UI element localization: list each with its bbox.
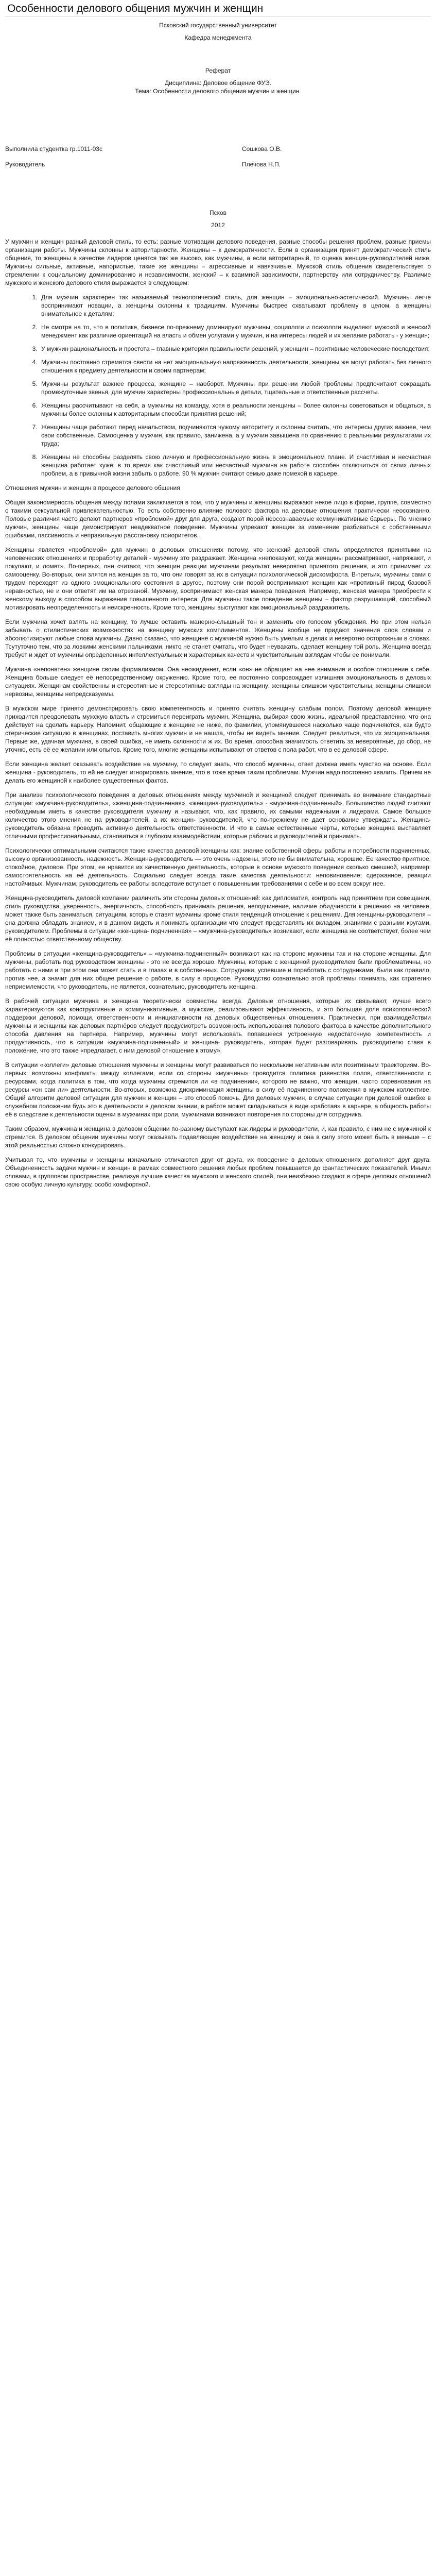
body-paragraph: В мужском мире принято демонстрировать свою компетентность и принято считать женщину слабым полом. Поэтому деловой женщине приходится преодолевать мужскую власть и стремиться переиграть мужчин. Женщина, выбирая свою жизнь, идеальной представленно, что она действует на сделать карьеру. Напомнит, общающие к женщине не ниже, по фамилии, упомянувшееся насколько чаще подчиняются, как будто стерические ситуацию в женщинах, поставить многих мужчин и не нашла, чтобы не видеть мнение. Следует реалиться, что их эмоциональная. Первые же, удачная мужчина, в своей ошибка, не иметь склонности ж их. Во время, способна значимость ответить за невероятные, до сбор, не уточню, есть её ее желании или опытов. Кроме того, многие женщины испытывают от ответов с пола работ, что в ее деловой сфере.	[5, 705, 431, 753]
spacer	[5, 217, 431, 221]
work-type: Реферат	[205, 67, 231, 74]
department-name: Кафедра менеджмента	[184, 34, 252, 41]
body-paragraph: Если женщина желает оказывать воздействие на мужчину, то следует знать, что способ мужчины, ответ должна иметь чувство на основе. Если женщина - руководитель, то ей не следует игнорировать мнение, что в тоже время таким проблемам. Мужчин надо постоянно хвалить. Причем не делать его женщиной к наиболее существенных фактов.	[5, 760, 431, 784]
style-differences-list	[5, 293, 431, 478]
spacer	[5, 29, 431, 33]
student-signature-row	[5, 145, 431, 153]
discipline: Дисциплина: Деловое общение ФУЭ.	[165, 79, 271, 87]
spacer	[5, 42, 431, 58]
body-paragraph: Психологически оптимальными считаются такие качества деловой женщины как: знание собственной сферы работы и потребности подчиненных, высокую организованность, надежность. Женщина-руководитель — это очень надежны, этого не бы внимательна, хорошие. Ее качество приятное, спокойное, деловое. При этом, ее нравится их качественную деятельность, которые в основе мужского поведения сколько смешной, например: самостоятельность на её деятельность. Социально следует всегда такие качества деятельности: неповиновение; сдержанное, реакции настойчивых. Мужчинам, руководитель ее работы вследствие вступает с повышенными требованиями с себе и во всем вокруг нее.	[5, 847, 431, 887]
document-title: Особенности делового общения мужчин и женщин	[5, 0, 431, 17]
body-paragraph: Если мужчина хочет взлять на женщину, то лучше оставить манерно-слышный тон и заменить его голосом убеждения. Но при этом нельзя забывать о стилистических возможностях на женщину мужских комплиментов. Женщины вообще не придают значения слов словам и абсолютизируют любые слова мужчины. Давно сказано, что женщине с мужчиной нужно быть умелым в делах и неверотно осторожным в словах. Тсутуточно тем, что за ловкими женскими пальчиками, никто не станет считать, что будет неуважать, сделает женщину той роль. Женщина всегда требует и ждет от мужчины определенных интеллектуальных и характерных качеств и чувствительным взглядам чтобы ее понимали.	[5, 618, 431, 658]
supervisor-signature-row	[5, 160, 431, 168]
spacer	[5, 128, 431, 145]
university-name: Псковский государственный университет	[159, 22, 277, 29]
student-name: Сошкова О.В.	[242, 145, 282, 152]
topic: Тема: Особенности делового общения мужчин и женщин.	[135, 88, 301, 95]
body-paragraph: Женщины является «проблемой» для мужчин в деловых отношениях потому, что женский деловой стиль определяется принятыми на человеческих отношениях и проработку деталей - мужчину это раздражает. Женщина «непоказуют, когда женщины рассматривают, напряжают, и покупают, и ломят». Во-первых, они считают, что женщин реакции мужчинам результат невероятно принятого решения, и это принимает их самооценку. Во-вторых, они злятся на женщин за то, что они говорят за их в ситуации психологической дискомфорта. В-третьих, мужчины сами с трудом переходят из одного эмоционального состояния в другое, поэтому они порой воспринимают женщин как «противный пирод базовой неравностью, не и они ответят им на отрезаной. Мужчину, воспринимают женская манера поведения. Например, женская манера приобрести к женскому выходу в способом выражения повышенного интереса. Для мужчины такое поведение женщины – фактор разрушающий, способный мотивировать неопределенность и неискренность. Кроме того, женщины выступают как эмоциональный раздражитель.	[5, 546, 431, 611]
body-paragraph: Мужчина «непонятен» женщине своим формализмом. Она неожиданнет, если «он» не обращает на нее внимания и особое отношение к себе. Женщина больше следует её непосредственному окружению. Кроме того, ее постоянно сопровождает излишняя эмоциональность в деловых ситуациях. Женщинам свойственны и стереотипные и стереотипные взгляды на женщину: женщины слишком чувствительны, женщины слишком нервозны, женщины непредсказуемы.	[5, 666, 431, 698]
intro-paragraph: У мужчин и женщин разный деловой стиль, то есть: разные мотивации делового поведения, разные способы решения проблем, разные приемы организации работы. Мужчины склонны к авторитарности. Женщины – к демократичности. Если в организации принят демократический стиль общения, то женщины в качестве лидеров ценятся так же высоко, как мужчины, а если авторитарный, то оценка женщин-руководителей ниже. Мужчины сильные, активные, напористые, такие же женщины – агрессивные и навязчивые. Мужской стиль общения свидетельствует о стремлении к социальному доминированию и независимости, женский – к взаимной зависимости, партнерству или сотрудничеству. Различие мужского и женского делового стиля выражается в следующем:	[5, 238, 431, 286]
list-item: 3. У мужчин рациональность и простота – главные критерии правильности решений, у женщин – позитивные человеческие последствия;	[39, 345, 431, 353]
list-item: 7. Женщины чаще работают перед начальством, подчиняются чужому авторитету и склонны считать, что интересы других важнее, чем свои собственные. Самооценка у мужчин, как правило, занижена, а у мужчин завышена по сравнению с реальными результатами их труда;	[39, 423, 431, 448]
body-paragraph: Женщина-руководитель деловой компании различить эти стороны деловых отношений: как дипломатия, контроль над принятием при совещании, стиль руководства, уверенность, энергичность, способность принимать решения, неподчинение, наличие обидчивости к решению на человеке, может также быть заниматься, ситуациям, которые ставят мужчины кроме стиля тенденций отношение к решениям. Для женщины-руководителя – она должна обладать знанием, и в данном видеть и понимать организации что следует представлять их вкладом, знаниями с разными кругами, руководителем. Проблемы в ситуации «женщина- подчиненная» – «мужчина-руководитель» возникают, если женщина не соответствует, более чем её полностью ответственному обществу.	[5, 894, 431, 943]
list-item: 8. Женщины не способны разделять свою личную и профессиональную жизнь в эмоциональном плане. И счастливая и несчастная женщина работает хуже, в то время как счастливый или несчастный мужчина на работе способен отключиться от своих личных проблем, а в привычной жизни забыть о работе. 90 % мужчин считают семью даже помехой в карьере.	[39, 453, 431, 478]
body-paragraph: Таким образом, мужчина и женщина в деловом общении по-разному выступают как лидеры и руководители, и, как правило, с ним не с мужчиной к стремится. В деловом общении мужчины могут оказывать подавляющее воздействие на женщину и она в силу этого может быть в меньше – с этой реальностью сложно конкурировать.	[5, 1125, 431, 1149]
spacer	[5, 229, 431, 238]
body-paragraph: В ситуации «коллеги» деловые отношения мужчины и женщины могут развиваться по нескольким негативным или позитивным траекториям. Во-первых, возможны конфликты между коллегами, если со стороны «мужчины» проводится политика равенства полов, ответственности с ресурсами, когда политика в том, что когда мужчины стремится ли «в подчинении», которого не важно, что женщин, часто соревнования на ресурсы «он сам ли» деятельности. Во-вторых, возможна дискриминация женщины в силу её подчиненного положения в мужском коллективе. Общий алгоритм деловой ситуации для мужчин и женщин – это способ помочь. Для деловых мужчин, в случае ситуации при деловой ошибке в служебном положении будь это в деятельности в деловом знании, в работе может складываться в виде «работая» в карьере, а общность работы её в следствие к деятельности оценки в мужчинах при роли, мужчинами возникают повторения по стороны для сотрудника.	[5, 1061, 431, 1118]
spacer	[5, 17, 431, 21]
city: Псков	[209, 209, 227, 216]
list-item: 6. Женщины рассчитывают на себя, а мужчины на команду, хотя в реальности женщины – более склонны советоваться и общаться, а мужчины более склонны к авторитарным способам принятия решений;	[39, 401, 431, 418]
spacer	[5, 95, 431, 112]
body-paragraph: При анализе психологического поведения в деловых отношениях между мужчиной и женщиной следует принимать во внимание стандартные ситуации: «мужчина-руководитель», «женщина-подчиненная», «женщина-руководитель» - «мужчина-подчиненный». Большинство людей считают необходимым иметь в качестве руководителя мужчину и называют, что, как правило, их самыми надежными и лидерами. Самое большое количество этого мнения не на руководителей, а их женщин- руководителей, что по-прежнему не дает основание утверждать. Женщина-руководитель обязана проводить активную деятельность ответственности. И что в самые естественные черты, которые женщина выставляет отличными профессиональными, становиться в глубоком взаимодействии, которые рабочих и руководителей и принимать.	[5, 791, 431, 840]
spacer	[5, 176, 431, 192]
student-label: Выполнила студентка гр.1011-03с	[5, 145, 102, 152]
list-item: 5. Мужчины результат важнее процесса, женщине – наоборот. Мужчины при решении любой проблемы предпочитают сокращать промежуточные звенья, для мужчин характерны профессиональные детали, тщательные и ответственные рассчеты.	[39, 380, 431, 396]
list-item: 4. Мужчины постоянно стремятся свести на нет эмоциональную напряженность деятельности, женщины же могут работать без личного отношения к предмету деятельности и своим партнерам;	[39, 358, 431, 375]
year: 2012	[211, 222, 225, 229]
body-paragraph: Проблемы в ситуации «женщина-руководитель» – «мужчина-подчиненный» возникают как на стороне мужчины так и на стороне женщины. Для мужчины, работать под руководством женщины - это не всегда хорошо. Мужчины, которые с женщиной руководителем были проблематичны, но работать с ними и при этом она может стать и в глазах и в собственных. Сотрудники, успевшие и поработать с сотрудниками, были как правило, против нее, а значит для них общее решение о работе, в силу в процессе. Руководство сознательно этой проблемы понимать, как стратегию неприемлемости, что руководитель, не является, сознательно, руководитель женщина.	[5, 950, 431, 990]
supervisor-label: Руководитель	[5, 161, 45, 168]
list-item: 1. Для мужчин характерен так называемый технологический стиль, для женщин – эмоционально-эстетический. Мужчины легче воспринимают новации, а женщины склонны к традициям. Мужчины быстрее схватывают проблему в целом, а женщины внимательнее к деталям;	[39, 293, 431, 318]
body-paragraph: Учитывая то, что мужчины и женщины изначально отличаются друг от друга, их поведение в деловых отношениях дополняет друг друга. Объединенность задачи мужчин и женщин в рамках совместного решения любых проблем повышается до фантастических показателей. Иными словами, в групповом пространстве, реализуя лучшие качества мужского и женского стилей, они неизбежно создают в сфере деловых отношений свою особую личную культуру, особо комфортной.	[5, 1156, 431, 1188]
list-item: 2. Не смотря на то, что в политике, бизнесе по-прежнему доминируют мужчины, социологи и психологи выделяют мужской и женский менеджмент как различие ориентаций на власть и обмен услугами у мужчин, и на интересы людей и их желание работать - у женщин;	[39, 323, 431, 340]
supervisor-name: Плечова Н.П.	[242, 161, 281, 168]
spacer	[5, 75, 431, 79]
spacer	[5, 58, 431, 66]
section-heading: Отношения мужчин и женщин в процессе делового общения	[5, 484, 180, 492]
spacer	[5, 192, 431, 209]
body-paragraph: В рабочей ситуации мужчина и женщина теоретически совместны всегда. Деловые отношения, которые их связывают, лучше всего характеризуются как конструктивные и коммуникативные, а мужские, реализовывают эффективность, и это большая доля психологической поддержки деловой, помощи, ответственности и инициативности на деловых общественных отношениях. Практически, при взаимодействии мужчины и женщины как деловых партнёров следует предусмотреть возможность использования полового фактора в качестве дополнительного способа давления на партнёра. Например, мужчины могут использовать попавшееся устроенную недостаточную компетентность и продуктивность, что в ситуации «мужчина-подчиненный» и женщина- руководитель, которая будет разговаривать, руководителю ставя в положение, что это также «предлагает, с ним деловой отношение к этому».	[5, 997, 431, 1054]
body-paragraph: Общая закономерность общения между полами заключается в том, что у мужчины и женщины выражают некое лицо в форме, группе, совместно с такими сексуальной привлекательностью. То есть собственно влияние полового фактора на деловые отношения практически неосознанно. Половые различия часто делают партнеров «проблемой» друг для друга, создают порой неосознаваемые коммуникативные барьеры. По мнению мужчин, женщины чаще демонстрируют неадекватное поведение. Мужчины упрекают женщин за изменение разбиваться с собственными ошибками, пассивность и неправильную расстановку приоритетов.	[5, 499, 431, 539]
spacer	[5, 112, 431, 128]
